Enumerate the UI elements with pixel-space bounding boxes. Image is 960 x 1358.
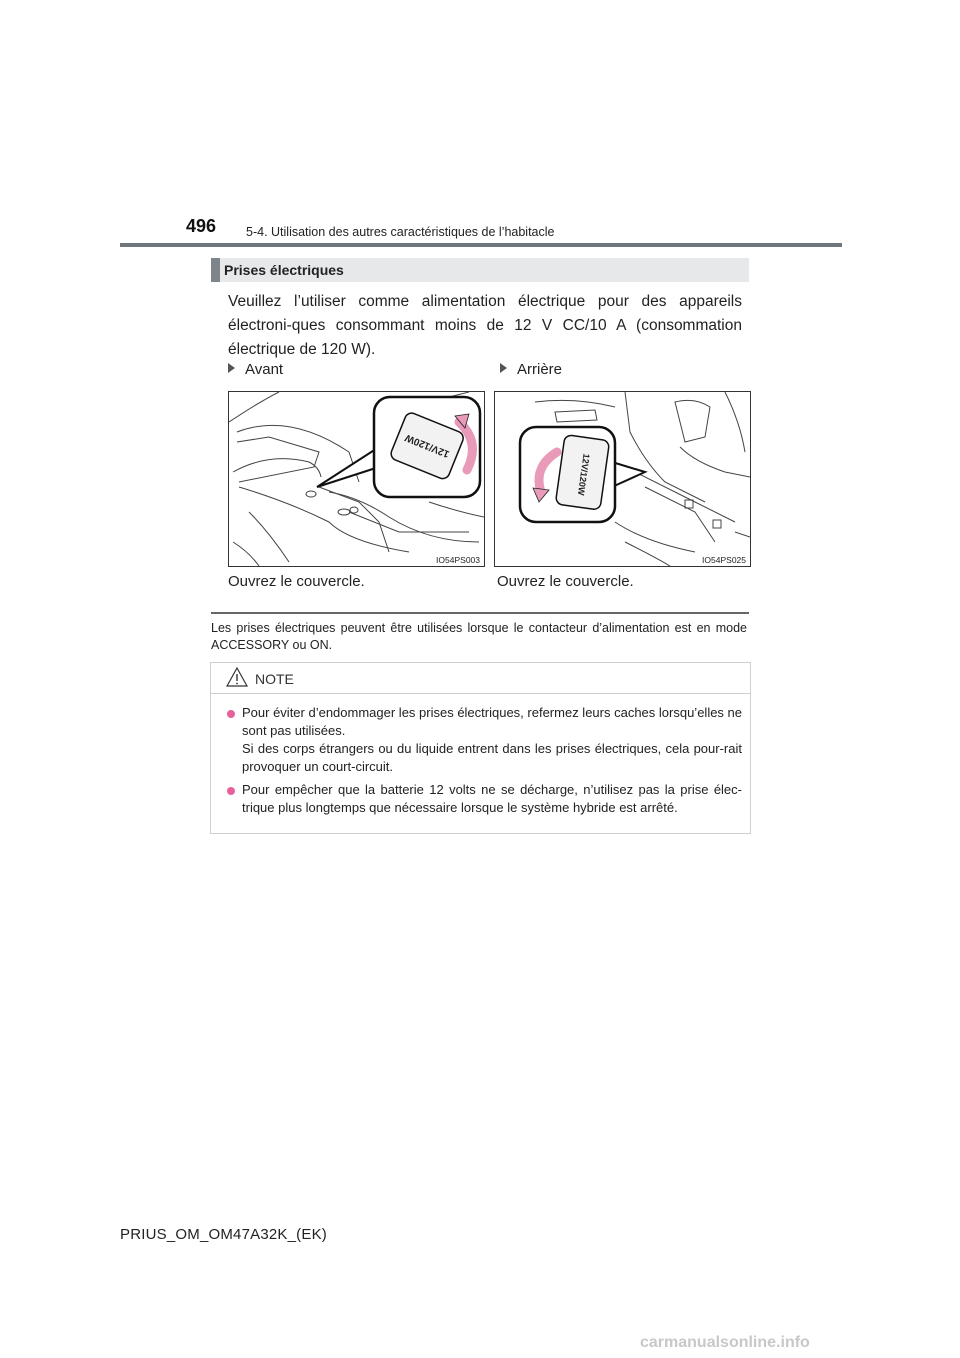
triangle-bullet-icon: [228, 363, 235, 373]
figure-front-console: [228, 391, 485, 567]
notice-divider: [211, 693, 750, 694]
figure-code-rear: IO54PS025: [702, 555, 746, 565]
rear-power-outlet-cover: [555, 435, 609, 511]
notice-item-1-line-2: Si des corps étrangers ou du liquide entrent dans les prises électriques, cela pour-rait provoquer un court-circuit.: [242, 741, 742, 774]
notice-bullet-dot: [227, 787, 235, 795]
warning-triangle-icon: [226, 667, 248, 687]
notice-item-2-line-1: Pour empêcher que la batterie 12 volts ne se décharge, n’utilisez pas la prise élec-trique plus longtemps que nécessaire lorsque le système hybride est arrêté.: [242, 782, 742, 815]
figure-rear-console: [494, 391, 751, 567]
watermark: carmanualsonline.info: [640, 1334, 810, 1351]
section-title: 5-4. Utilisation des autres caractéristiques de l’habitacle: [246, 225, 555, 239]
notice-item-1: [242, 704, 742, 776]
notice-label: NOTE: [255, 671, 294, 687]
caption-rear: Ouvrez le couvercle.: [497, 573, 634, 590]
caption-front: Ouvrez le couvercle.: [228, 573, 365, 590]
intro-paragraph: Veuillez l’utiliser comme alimentation électrique pour des appareils électroni-ques consommant moins de 12 V CC/10 A (consommation électrique de 120 W).: [228, 293, 742, 358]
rear-cover-label: 12V/120W: [575, 453, 592, 497]
triangle-bullet-icon: [500, 363, 507, 373]
page-number: 496: [186, 216, 217, 236]
notice-item-1-line-1: Pour éviter d’endommager les prises électriques, refermez leurs caches lorsqu’elles ne sont pas utilisées.: [242, 705, 743, 738]
notice-item-2: [242, 781, 742, 817]
front-cover-label: 12V/120W: [403, 431, 452, 460]
subheading-front-label: Avant: [245, 361, 284, 378]
subheading-rear: [500, 361, 562, 378]
subheading-front: [228, 361, 283, 378]
section-heading: Prises électriques: [224, 262, 344, 278]
header-rule: [120, 243, 842, 247]
document-id: PRIUS_OM_OM47A32K_(EK): [120, 1226, 327, 1243]
info-note: Les prises électriques peuvent être utilisées lorsque le contacteur d’alimentation est en mode ACCESSORY ou ON.: [211, 621, 747, 652]
figure-code-front: IO54PS003: [436, 555, 480, 565]
section-heading-marker: [211, 258, 220, 282]
front-console-illustration: [229, 392, 484, 566]
rear-console-illustration: [495, 392, 750, 566]
subheading-rear-label: Arrière: [517, 361, 563, 378]
info-note-rule: [211, 612, 749, 614]
notice-bullet-dot: [227, 710, 235, 718]
